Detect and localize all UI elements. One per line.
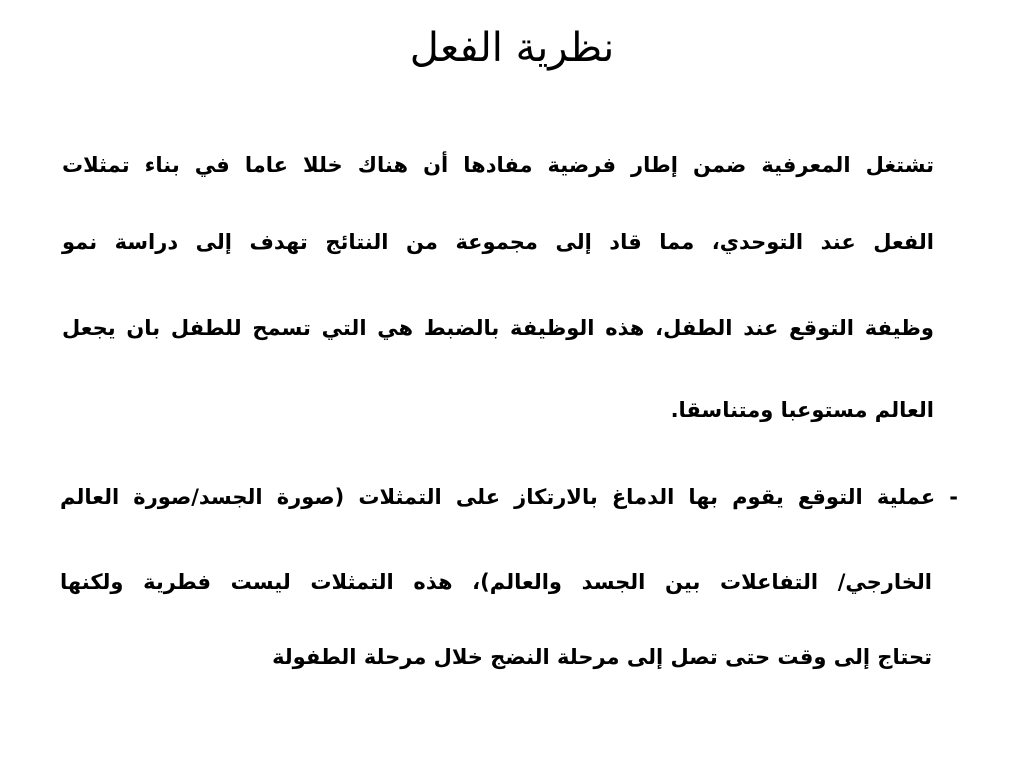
paragraph-2-line-3: تحتاج إلى وقت حتى تصل إلى مرحلة النضج خلال مرحلة الطفولة	[272, 645, 932, 669]
paragraph-1-line-3: وظيفة التوقع عند الطفل، هذه الوظيفة بالضبط هي التي تسمح للطفل بان يجعل	[62, 316, 934, 340]
paragraph-1-line-1: تشتغل المعرفية ضمن إطار فرضية مفادها أن هناك خللا عاما في بناء تمثلات	[62, 153, 934, 177]
slide-title: نظرية الفعل	[409, 25, 615, 71]
paragraph-2-line-2: الخارجي/ التفاعلات بين الجسد والعالم)، هذه التمثلات ليست فطرية ولكنها	[60, 570, 932, 594]
paragraph-1-line-2: الفعل عند التوحدي، مما قاد إلى مجموعة من النتائج تهدف إلى دراسة نمو	[62, 230, 934, 254]
paragraph-1-line-4: العالم مستوعبا ومتناسقا.	[670, 398, 934, 422]
paragraph-2-line-1: - عملية التوقع يقوم بها الدماغ بالارتكاز على التمثلات (صورة الجسد/صورة العالم	[60, 485, 958, 509]
